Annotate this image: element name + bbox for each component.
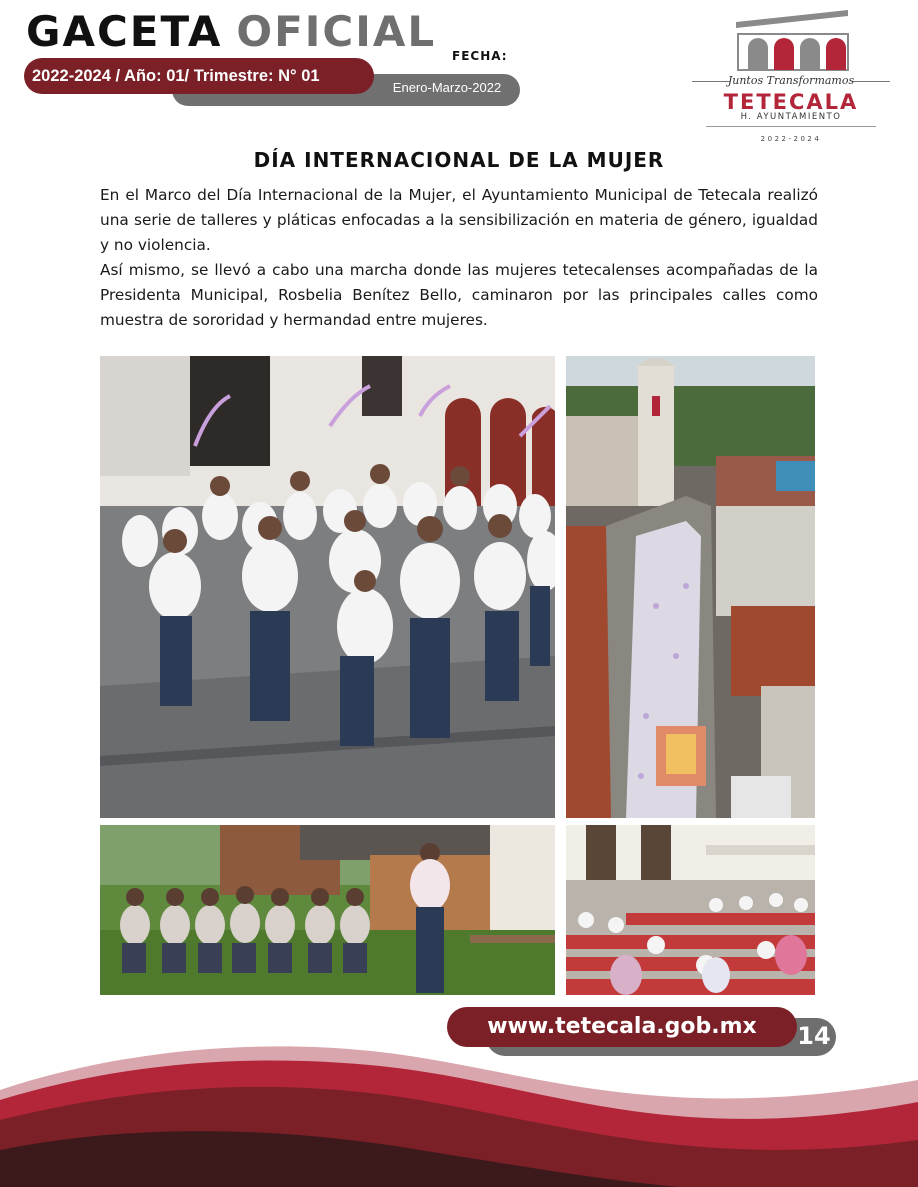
- logo-name: TETECALA: [723, 90, 859, 114]
- photo-march-aerial: [566, 356, 815, 818]
- article-title: DÍA INTERNACIONAL DE LA MUJER: [253, 148, 665, 172]
- masthead-word-oficial: OFICIAL: [236, 7, 437, 56]
- logo-years: 2022-2024: [760, 135, 822, 143]
- photo-auditorium: [566, 825, 815, 995]
- article-paragraph-1: En el Marco del Día Internacional de la Mujer, el Ayuntamiento Municipal de Tetecala realizó una serie de talleres y pláticas enfocadas a la sensibilización en materia de género, igualdad y no violencia.: [100, 186, 818, 254]
- logo-subtitle: H. AYUNTAMIENTO: [740, 112, 842, 122]
- website-link[interactable]: www.tetecala.gob.mx: [447, 1007, 797, 1047]
- masthead-word-gaceta: GACETA: [26, 7, 223, 56]
- photo-march-street: [100, 356, 555, 818]
- date-value: Enero-Marzo-2022: [392, 80, 502, 95]
- article-paragraph-2: Así mismo, se llevó a cabo una marcha donde las mujeres tetecalenses acompañadas de la Presidenta Municipal, Rosbelia Benítez Bello, caminaron por las principales calles como muestra de sororidad y hermandad entre mujeres.: [100, 261, 818, 329]
- issue-badge: 2022-2024 / Año: 01/ Trimestre: N° 01: [24, 58, 374, 94]
- logo-divider: [706, 126, 876, 127]
- gazette-masthead: [26, 6, 436, 58]
- arches-icon: [688, 8, 894, 74]
- tetecala-logo: [688, 8, 894, 144]
- photo-outdoor-talk: [100, 825, 555, 995]
- logo-motto: Juntos Transformamos: [727, 74, 855, 87]
- date-label: FECHA:: [452, 49, 508, 63]
- page-number: 14: [797, 1022, 831, 1050]
